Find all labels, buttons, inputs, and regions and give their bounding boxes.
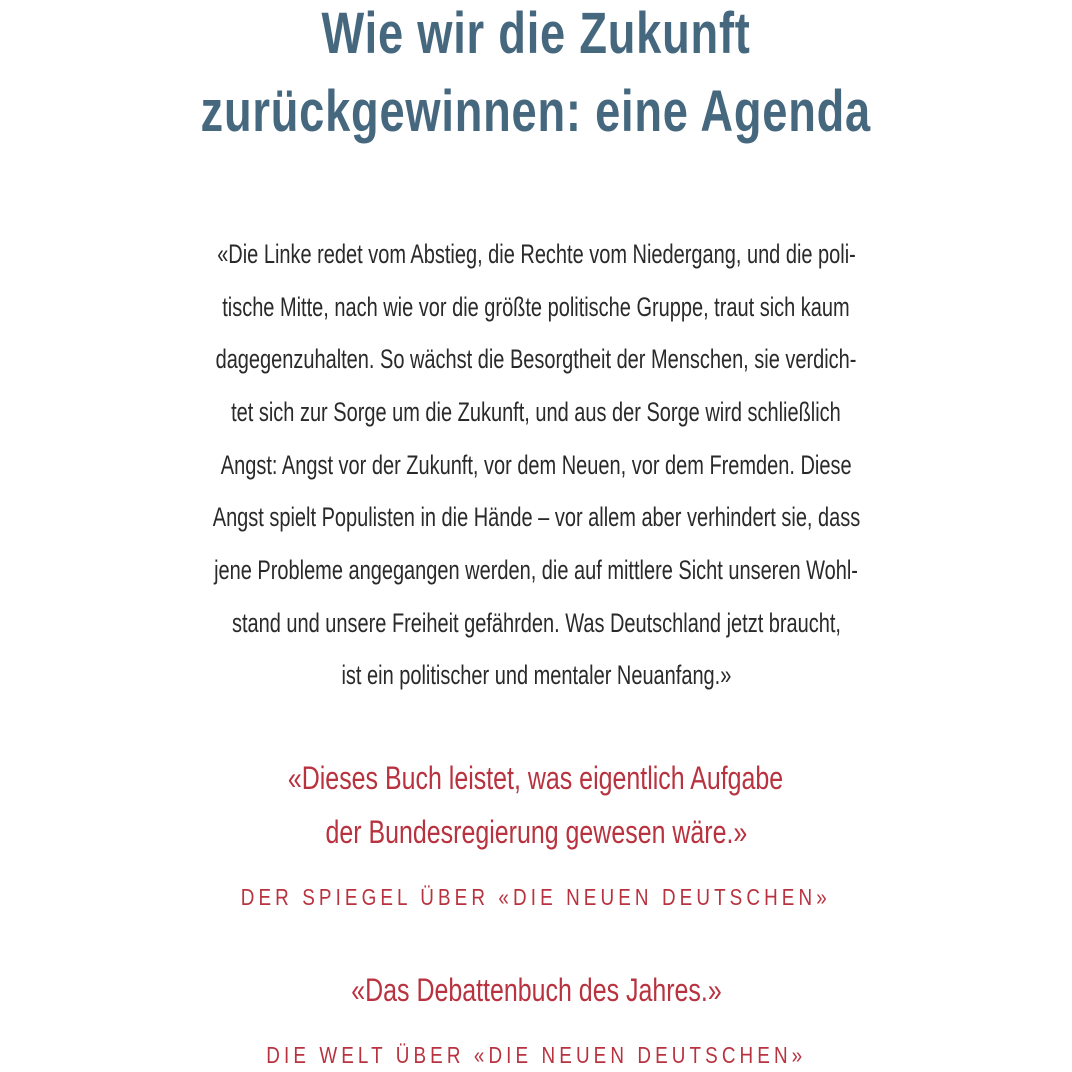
title-line-1: Wie wir die Zukunft	[321, 1, 751, 66]
blurb-line: Angst spielt Populisten in die Hände – vor allem aber verhindert sie, dass	[212, 502, 860, 532]
blurb-line: ist ein politischer und mentaler Neuanfang.»	[341, 660, 731, 690]
blurb-line: Angst: Angst vor der Zukunft, vor dem Neuen, vor dem Fremden. Diese	[220, 450, 852, 480]
title-line-2: zurückgewinnen: eine Agenda	[200, 79, 872, 144]
review-quote-line: «Dieses Buch leistet, was eigentlich Aufgabe	[288, 760, 784, 796]
review-quote-line: «Das Debattenbuch des Jahres.»	[350, 972, 722, 1008]
blurb-line: tische Mitte, nach wie vor die größte politische Gruppe, traut sich kaum	[222, 292, 850, 322]
blurb-line: jene Probleme angegangen werden, die auf mittlere Sicht unseren Wohl-	[214, 555, 858, 585]
blurb-line: «Die Linke redet vom Abstieg, die Rechte vom Niedergang, und die poli-	[216, 239, 856, 269]
blurb-line: dagegenzuhalten. So wächst die Besorgtheit der Menschen, sie verdich-	[215, 344, 857, 374]
review-quote-line: der Bundesregierung gewesen wäre.»	[325, 814, 747, 850]
blurb-line: stand und unsere Freiheit gefährden. Was Deutschland jetzt braucht,	[231, 608, 841, 638]
blurb-line: tet sich zur Sorge um die Zukunft, und aus der Sorge wird schließlich	[231, 397, 841, 427]
review-source: DIE WELT ÜBER «DIE NEUEN DEUTSCHEN»	[266, 1042, 806, 1068]
review-source: DER SPIEGEL ÜBER «DIE NEUEN DEUTSCHEN»	[240, 884, 832, 910]
